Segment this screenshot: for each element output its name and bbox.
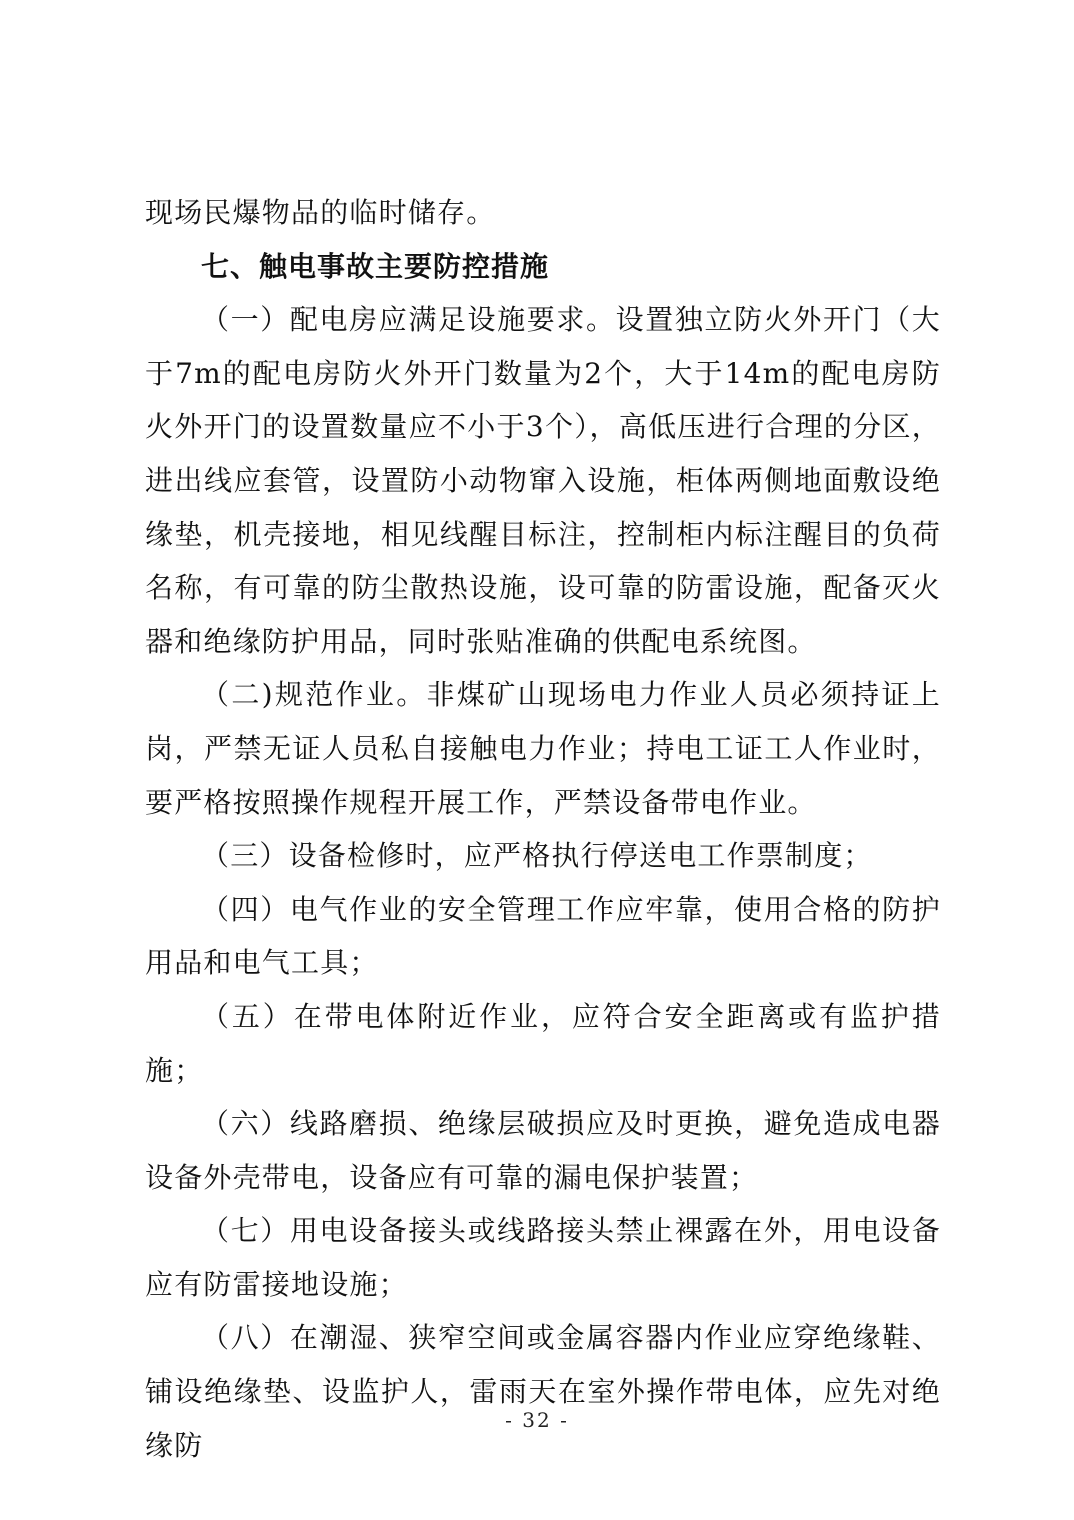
paragraph-item-7: （七）用电设备接头或线路接头禁止裸露在外，用电设备应有防雷接地设施； <box>145 1214 941 1301</box>
paragraph-item-1: （一）配电房应满足设施要求。设置独立防火外开门（大于7m的配电房防火外开门数量为2个，大于14m的配电房防火外开门的设置数量应不小于3个），高低压进行合理的分区，进出线应套管，设置防小动物窜入设施，柜体两侧地面敷设绝缘垫，机壳接地，相见线醒目标注，控制柜内标注醒目的负荷名称，有可靠的防尘散热设施，设可靠的防雷设施，配备灭火器和绝缘防护用品，同时张贴准确的供配电系统图。 <box>145 303 941 658</box>
paragraph-item-6: （六）线路磨损、绝缘层破损应及时更换，避免造成电器设备外壳带电，设备应有可靠的漏电保护装置； <box>145 1107 941 1194</box>
paragraph-item-8: （八）在潮湿、狭窄空间或金属容器内作业应穿绝缘鞋、铺设绝缘垫、设监护人，雷雨天在室外操作带电体，应先对绝缘防 <box>145 1321 941 1462</box>
paragraph-item-2: （二)规范作业。非煤矿山现场电力作业人员必须持证上岗，严禁无证人员私自接触电力作业；持电工证工人作业时，要严格按照操作规程开展工作，严禁设备带电作业。 <box>145 678 941 819</box>
document-body <box>145 186 941 1472</box>
page-number: - 32 - <box>505 1408 569 1432</box>
paragraph-item-3: （三）设备检修时，应严格执行停送电工作票制度； <box>201 839 873 873</box>
section-heading: 七、触电事故主要防控措施 <box>201 249 550 283</box>
paragraph-item-5: （五）在带电体附近作业，应符合安全距离或有监护措施； <box>145 999 941 1087</box>
paragraph-item-4: （四）电气作业的安全管理工作应牢靠，使用合格的防护用品和电气工具； <box>145 892 941 980</box>
paragraph-continuation: 现场民爆物品的临时储存。 <box>145 196 496 229</box>
